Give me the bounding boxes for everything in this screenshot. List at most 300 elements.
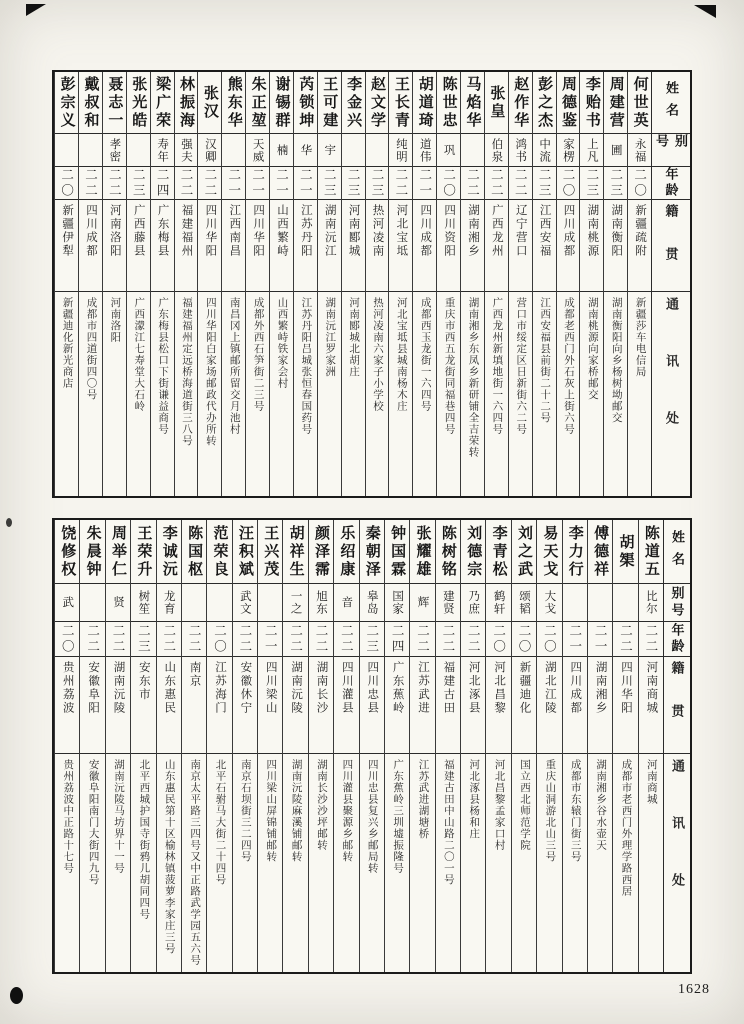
person-name: 饶修权 (59, 524, 76, 579)
person-name-cell (557, 72, 580, 134)
person-native-place-cell (342, 200, 365, 292)
person-name-cell (151, 72, 174, 134)
person-name-cell (127, 72, 150, 134)
person-name: 王可建 (321, 75, 338, 130)
person-name-cell (233, 520, 257, 584)
person-alias: 天威 (251, 137, 264, 163)
person-name-cell (309, 520, 333, 584)
person-column (282, 520, 307, 972)
person-age-cell (563, 622, 587, 657)
person-native-place-cell (604, 200, 627, 292)
person-column (435, 520, 460, 972)
person-native-place-cell (294, 200, 317, 292)
person-age-cell (207, 622, 231, 657)
person-address-cell (198, 292, 221, 496)
person-address: 四川梁山屏锦铺邮转 (265, 759, 277, 863)
person-age-cell (283, 622, 307, 657)
person-name: 何世英 (631, 75, 648, 130)
person-name: 易天戈 (541, 524, 558, 579)
person-address-cell (182, 754, 206, 972)
person-name: 赵作华 (512, 75, 529, 130)
person-native-place-cell (318, 200, 341, 292)
person-name: 胡道琦 (416, 75, 433, 130)
person-address: 广西龙州新填地街一六四号 (491, 297, 503, 435)
person-alias-cell (410, 584, 434, 622)
person-native-place: 贵州荔波 (61, 661, 74, 715)
person-address: 湖南沅江罗家洲 (324, 297, 336, 378)
person-age: 二二 (618, 623, 633, 655)
person-name: 李青松 (490, 524, 507, 579)
person-age: 二二 (107, 167, 122, 199)
person-age-cell (157, 622, 181, 657)
person-name: 周建营 (607, 75, 624, 130)
person-name-cell (410, 520, 434, 584)
person-age: 二二 (161, 623, 176, 655)
person-name: 林振海 (177, 75, 194, 130)
person-alias: 中流 (538, 137, 551, 163)
person-native-place: 河南商城 (645, 661, 658, 715)
person-name: 范荣良 (211, 524, 228, 579)
person-age: 二〇 (60, 623, 75, 655)
person-address: 广西濛江七寿堂大石岭 (133, 297, 145, 412)
person-address: 河南洛阳 (109, 297, 121, 343)
person-name-cell (246, 72, 269, 134)
person-name: 张汉 (201, 84, 218, 121)
person-alias-cell (283, 584, 307, 622)
header-name: 姓名 (664, 520, 690, 584)
person-native-place: 江苏武进 (416, 661, 429, 715)
person-native-place: 四川华阳 (204, 204, 217, 258)
person-address: 湖南湘乡谷水壶天 (595, 759, 607, 851)
person-native-place-cell (563, 657, 587, 754)
person-native-place-cell (580, 200, 603, 292)
person-name-cell (461, 72, 484, 134)
person-name-cell (270, 72, 293, 134)
person-name-cell (283, 520, 307, 584)
person-name: 李力行 (566, 524, 583, 579)
person-native-place: 四川华阳 (619, 661, 632, 715)
person-age-cell (385, 622, 409, 657)
person-age-cell (512, 622, 536, 657)
person-age: 二三 (608, 167, 623, 199)
person-alias-cell (258, 584, 282, 622)
person-address: 广东梅县松口下街谦益商号 (157, 297, 169, 435)
person-address-cell (157, 754, 181, 972)
person-name: 王兴茂 (262, 524, 279, 579)
person-column (156, 520, 181, 972)
person-name-cell (258, 520, 282, 584)
person-alias-cell (151, 134, 174, 167)
person-name: 戴叔和 (82, 75, 99, 130)
person-address-cell (557, 292, 580, 496)
person-column (317, 72, 341, 496)
person-name-cell (175, 72, 198, 134)
person-name: 傅德祥 (592, 524, 609, 579)
person-column (245, 72, 269, 496)
person-alias: 上凡 (585, 137, 598, 163)
person-native-place-cell (461, 657, 485, 754)
person-age-cell (79, 167, 102, 200)
person-alias-cell (385, 584, 409, 622)
person-native-place: 山西繁峙 (275, 204, 288, 258)
person-alias-cell (222, 134, 245, 167)
person-alias-cell (588, 584, 612, 622)
person-alias: 皋岛 (365, 590, 378, 615)
person-age-cell (258, 622, 282, 657)
person-age-cell (436, 622, 460, 657)
person-column (388, 72, 412, 496)
person-age: 二一 (263, 623, 278, 655)
person-address-cell (628, 292, 651, 496)
person-native-place-cell (486, 657, 510, 754)
person-column (174, 72, 198, 496)
person-age-cell (410, 622, 434, 657)
person-age: 二四 (155, 167, 170, 199)
person-age: 二〇 (441, 167, 456, 199)
person-address-cell (588, 754, 612, 972)
person-native-place-cell (198, 200, 221, 292)
person-native-place-cell (233, 657, 257, 754)
person-column (181, 520, 206, 972)
person-address-cell (318, 292, 341, 496)
person-age: 二二 (202, 167, 217, 199)
person-address: 河南郾城北胡庄 (348, 297, 360, 378)
person-address: 重庆市西五龙街同福巷四号 (443, 297, 455, 435)
person-native-place-cell (79, 200, 102, 292)
person-native-place: 辽宁营口 (514, 204, 527, 258)
person-age-cell (613, 622, 637, 657)
person-age-cell (485, 167, 508, 200)
person-address-cell (80, 754, 104, 972)
person-address: 河北宝坻县城南杨木庄 (395, 297, 407, 412)
person-column (587, 520, 612, 972)
person-native-place: 广西龙州 (490, 204, 503, 258)
person-name: 陈树铭 (439, 524, 456, 579)
person-alias-cell (55, 134, 78, 167)
person-native-place-cell (360, 657, 384, 754)
person-alias: 孝密 (108, 137, 121, 163)
person-address-cell (512, 754, 536, 972)
person-name: 乐绍康 (338, 524, 355, 579)
person-native-place-cell (309, 657, 333, 754)
person-alias-cell (437, 134, 460, 167)
person-address-cell (537, 754, 561, 972)
person-name-cell (512, 520, 536, 584)
person-alias-cell (79, 134, 102, 167)
person-alias-cell (55, 584, 79, 622)
person-native-place-cell (157, 657, 181, 754)
person-age-cell (437, 167, 460, 200)
person-alias: 楠 (275, 143, 288, 157)
person-age-cell (557, 167, 580, 200)
person-alias-cell (131, 584, 155, 622)
person-alias-cell (639, 584, 663, 622)
person-age: 二〇 (542, 623, 557, 655)
person-age-cell (533, 167, 556, 200)
person-age: 二二 (440, 623, 455, 655)
person-age: 二一 (298, 167, 313, 199)
person-alias-cell (628, 134, 651, 167)
person-native-place: 湖南沅江 (323, 204, 336, 258)
person-native-place: 湖南长沙 (315, 661, 328, 715)
person-age: 二二 (393, 167, 408, 199)
top-directory-table (52, 70, 692, 498)
person-name: 陈国枢 (186, 524, 203, 579)
scan-artifact (10, 987, 23, 1004)
person-alias: 音 (340, 596, 353, 609)
person-age-cell (588, 622, 612, 657)
person-name-cell (436, 520, 460, 584)
person-native-place: 湖北江陵 (543, 661, 556, 715)
person-native-place-cell (283, 657, 307, 754)
person-age: 二二 (489, 167, 504, 199)
person-alias: 武文 (238, 590, 251, 615)
person-age: 二一 (250, 167, 265, 199)
person-alias-cell (512, 584, 536, 622)
person-alias: 永福 (633, 137, 646, 163)
person-address-cell (246, 292, 269, 496)
person-age-cell (182, 622, 206, 657)
person-alias-cell (175, 134, 198, 167)
person-alias-cell (309, 584, 333, 622)
person-age-cell (334, 622, 358, 657)
page-number: 1628 (678, 982, 710, 997)
person-column (197, 72, 221, 496)
person-address-cell (207, 754, 231, 972)
person-address-cell (639, 754, 663, 972)
person-native-place-cell (533, 200, 556, 292)
person-column (221, 72, 245, 496)
person-age: 二〇 (59, 167, 74, 199)
person-native-place-cell (639, 657, 663, 754)
person-age: 二三 (346, 167, 361, 199)
person-alias: 国家 (391, 590, 404, 615)
person-alias: 一之 (289, 590, 302, 615)
person-native-place-cell (509, 200, 532, 292)
person-age: 二二 (465, 167, 480, 199)
person-alias: 辉 (416, 596, 429, 609)
person-native-place-cell (270, 200, 293, 292)
person-native-place: 四川成都 (562, 204, 575, 258)
person-name-cell (437, 72, 460, 134)
person-name-cell (182, 520, 206, 584)
person-native-place: 四川灌县 (340, 661, 353, 715)
person-address-cell (127, 292, 150, 496)
person-native-place-cell (366, 200, 389, 292)
person-name: 朱正堃 (249, 75, 266, 130)
person-age-cell (509, 167, 532, 200)
person-native-place: 河北宝坻 (395, 204, 408, 258)
person-column (556, 72, 580, 496)
person-age: 二二 (85, 623, 100, 655)
person-native-place: 湖南衡阳 (610, 204, 623, 258)
person-address-cell (79, 292, 102, 496)
person-age: 二一 (274, 167, 289, 199)
person-column (638, 520, 663, 972)
person-address: 山西繁峙铁家会村 (276, 297, 288, 389)
person-age: 二一 (567, 623, 582, 655)
person-address: 贵州荔波中正路十七号 (62, 759, 74, 874)
scan-artifact (26, 4, 46, 16)
person-native-place-cell (207, 657, 231, 754)
person-address: 热河凌南六家子小学校 (371, 297, 383, 412)
person-alias: 强夫 (179, 137, 192, 163)
person-native-place: 江西安福 (538, 204, 551, 258)
person-address: 成都老西门外石灰上街六号 (562, 297, 574, 435)
person-address: 成都市老西门外理学路西居 (620, 759, 632, 897)
person-age-cell (628, 167, 651, 200)
person-column (333, 520, 358, 972)
person-native-place-cell (512, 657, 536, 754)
person-name-cell (342, 72, 365, 134)
person-age: 二一 (226, 167, 241, 199)
person-alias-cell (533, 134, 556, 167)
person-age-cell (389, 167, 412, 200)
person-alias-cell (198, 134, 221, 167)
person-native-place-cell (106, 657, 130, 754)
person-native-place: 湖南湘乡 (594, 661, 607, 715)
person-age-cell (127, 167, 150, 200)
person-address: 江苏丹阳吕城张恒春国药号 (300, 297, 312, 435)
person-alias-cell (233, 584, 257, 622)
person-address-cell (283, 754, 307, 972)
person-address-cell (436, 754, 460, 972)
person-age: 二三 (136, 623, 151, 655)
person-native-place: 四川华阳 (252, 204, 265, 258)
person-native-place: 江苏海门 (213, 661, 226, 715)
person-age-cell (80, 622, 104, 657)
person-name-cell (385, 520, 409, 584)
table-header-column (651, 72, 690, 496)
person-native-place-cell (413, 200, 436, 292)
person-column (54, 72, 78, 496)
person-native-place-cell (613, 657, 637, 754)
person-native-place-cell (557, 200, 580, 292)
person-name-cell (157, 520, 181, 584)
person-age-cell (233, 622, 257, 657)
person-alias-cell (80, 584, 104, 622)
person-name-cell (413, 72, 436, 134)
person-alias-cell (157, 584, 181, 622)
person-name: 周举仁 (109, 524, 126, 579)
person-name: 赵文学 (368, 75, 385, 130)
person-age: 二三 (364, 623, 379, 655)
person-name-cell (207, 520, 231, 584)
person-name: 王荣升 (135, 524, 152, 579)
person-address-cell (563, 754, 587, 972)
person-address: 南京太平路三四号又中正路武学园五六号 (189, 759, 201, 966)
person-age: 二〇 (632, 167, 647, 199)
person-address: 新疆迪化新光商店 (61, 297, 73, 389)
person-address-cell (613, 754, 637, 972)
person-alias: 汉卿 (203, 137, 216, 163)
person-column (532, 72, 556, 496)
person-address: 新疆莎车电信局 (634, 297, 646, 378)
person-address-cell (55, 754, 79, 972)
person-age: 二一 (593, 623, 608, 655)
person-age-cell (461, 167, 484, 200)
person-native-place-cell (537, 657, 561, 754)
person-alias-cell (509, 134, 532, 167)
person-name-cell (533, 72, 556, 134)
person-address: 山东惠民第十区榆林镇菠萝李家庄三号 (163, 759, 175, 955)
person-age: 二三 (131, 167, 146, 199)
person-native-place-cell (127, 200, 150, 292)
person-address: 国立西北师范学院 (518, 759, 530, 851)
person-column (460, 520, 485, 972)
person-name: 陈世忠 (440, 75, 457, 130)
person-address-cell (55, 292, 78, 496)
person-column (130, 520, 155, 972)
person-address-cell (309, 754, 333, 972)
person-alias-cell (318, 134, 341, 167)
person-alias-cell (613, 584, 637, 622)
person-address-cell (486, 754, 510, 972)
person-name: 马焰华 (464, 75, 481, 130)
person-name-cell (131, 520, 155, 584)
person-native-place-cell (436, 657, 460, 754)
person-native-place: 热河凌南 (371, 204, 384, 258)
person-alias: 鹤轩 (492, 590, 505, 615)
person-alias-cell (294, 134, 317, 167)
person-native-place-cell (103, 200, 126, 292)
person-age: 二〇 (516, 623, 531, 655)
person-age: 二二 (313, 623, 328, 655)
person-alias: 宇 (323, 143, 336, 157)
person-name-cell (222, 72, 245, 134)
person-age: 二〇 (491, 623, 506, 655)
person-age: 二三 (369, 167, 384, 199)
person-native-place-cell (485, 200, 508, 292)
person-name: 秦朝泽 (363, 524, 380, 579)
person-native-place: 湖南湘乡 (466, 204, 479, 258)
person-age: 二二 (415, 623, 430, 655)
person-native-place: 福建福州 (180, 204, 193, 258)
person-native-place: 安徽阜阳 (87, 661, 100, 715)
person-name: 胡祥生 (287, 524, 304, 579)
person-name-cell (294, 72, 317, 134)
person-address-cell (270, 292, 293, 496)
person-age-cell (131, 622, 155, 657)
person-column (269, 72, 293, 496)
person-column (308, 520, 333, 972)
person-alias: 贤 (111, 596, 124, 609)
person-age: 二二 (288, 623, 303, 655)
person-column (79, 520, 104, 972)
person-alias-cell (580, 134, 603, 167)
person-column (562, 520, 587, 972)
person-address: 成都市四道街四〇号 (85, 297, 97, 401)
person-address-cell (103, 292, 126, 496)
person-native-place: 江西南昌 (228, 204, 241, 258)
person-age: 二二 (83, 167, 98, 199)
header-native-place: 籍贯 (664, 657, 690, 754)
person-column (54, 520, 79, 972)
person-address: 四川华阳白家场邮政代办所转 (204, 297, 216, 447)
person-name-cell (628, 72, 651, 134)
person-native-place: 南京 (188, 661, 201, 688)
person-age-cell (309, 622, 333, 657)
person-name-cell (485, 72, 508, 134)
person-name-cell (461, 520, 485, 584)
person-name: 李金兴 (345, 75, 362, 130)
person-name-cell (106, 520, 130, 584)
person-native-place: 福建古田 (442, 661, 455, 715)
header-name: 姓名 (652, 72, 690, 134)
person-name-cell (389, 72, 412, 134)
person-column (485, 520, 510, 972)
person-alias-cell (103, 134, 126, 167)
